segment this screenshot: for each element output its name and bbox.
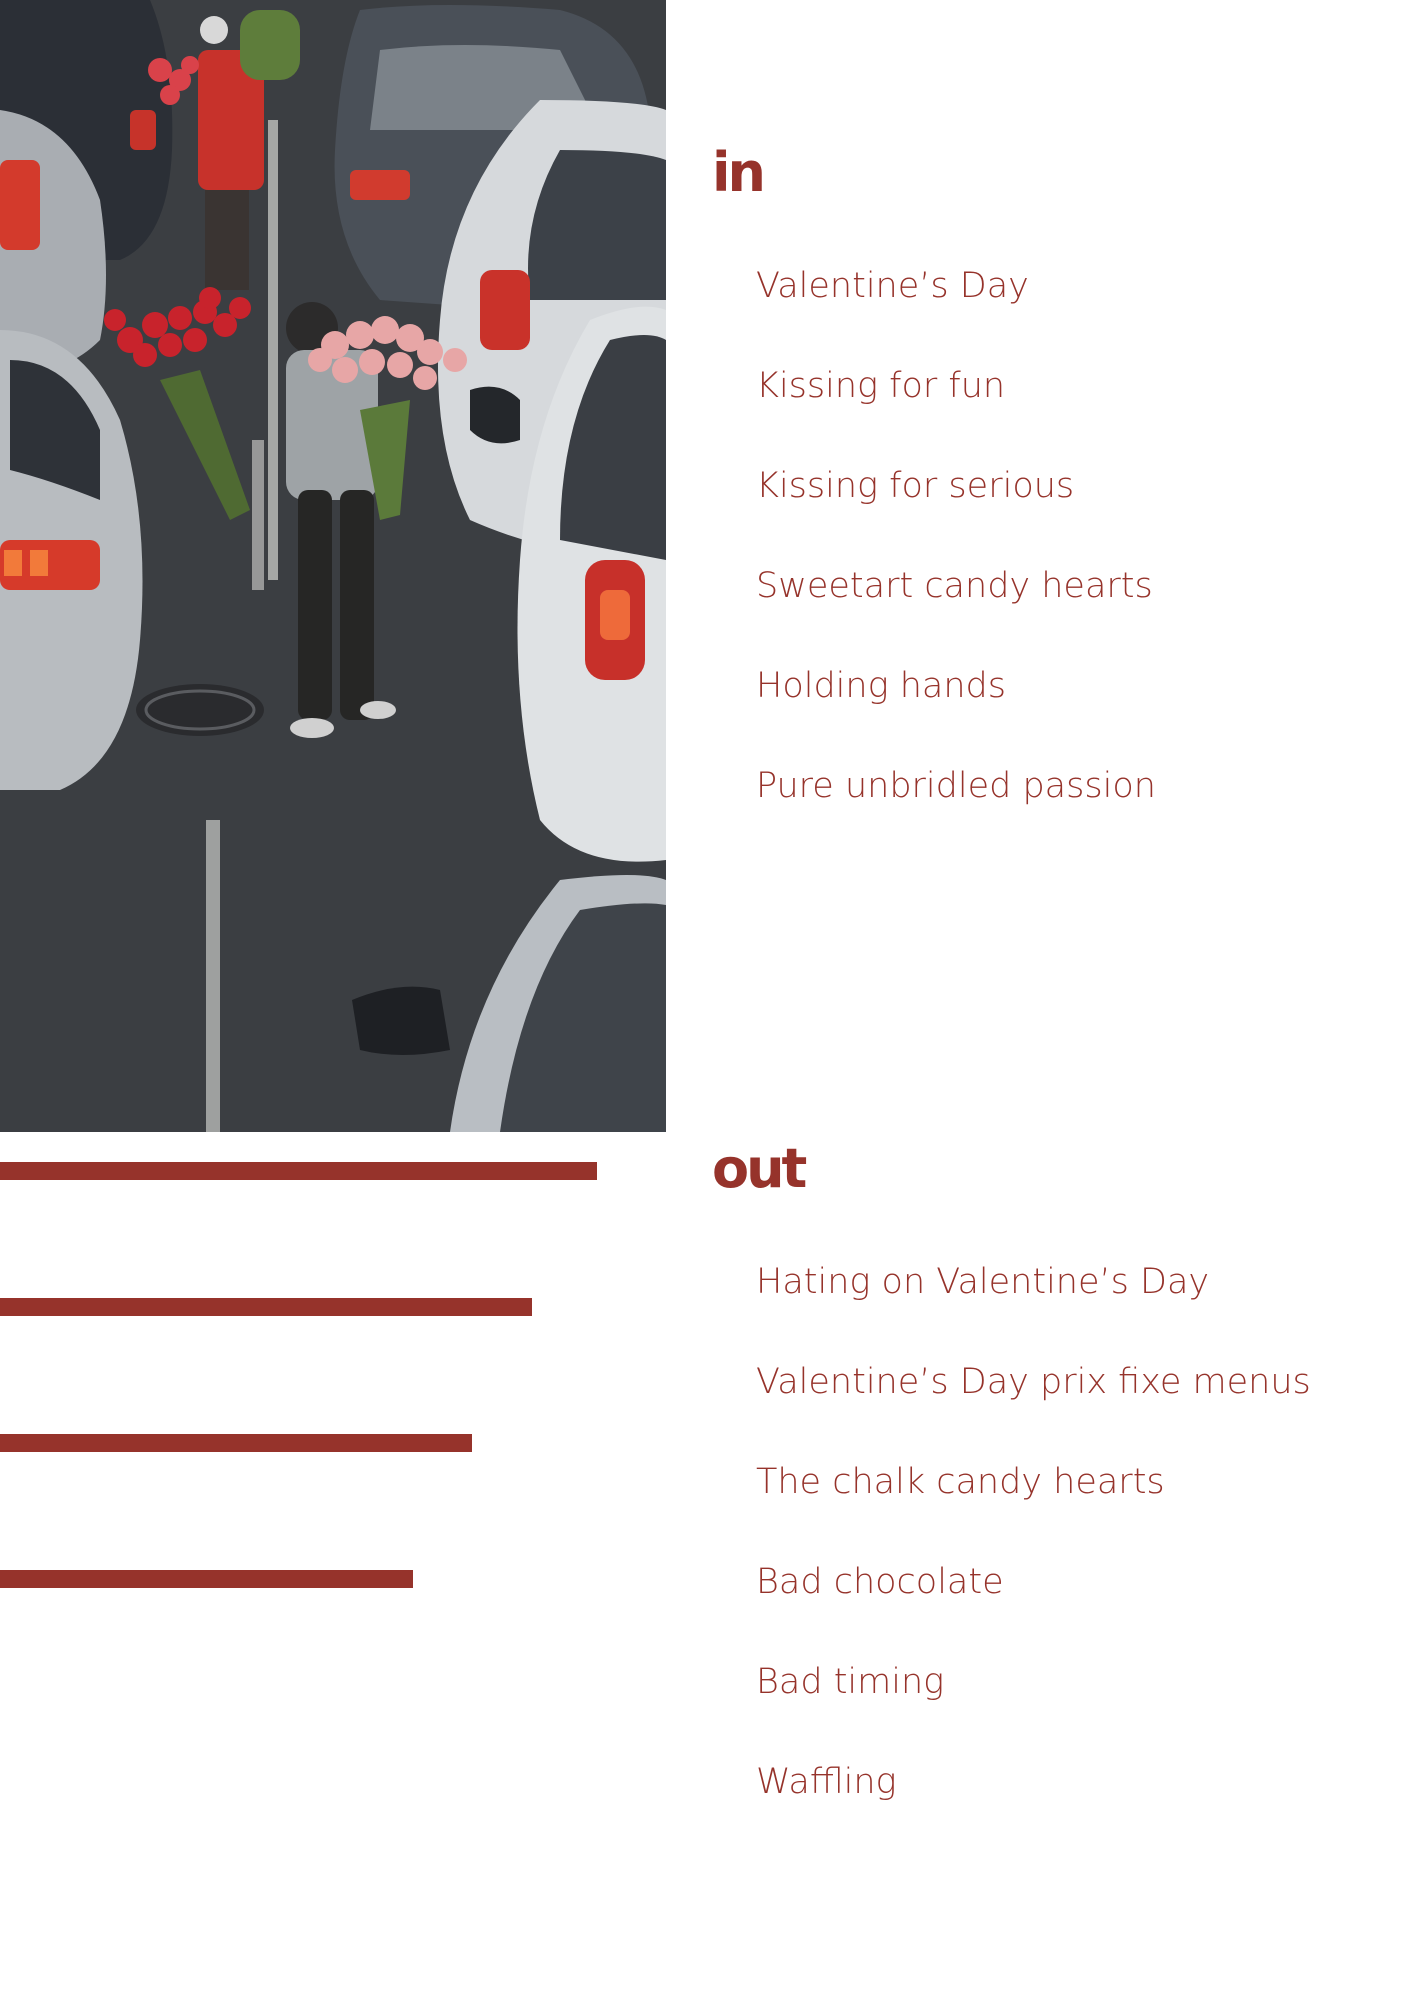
out-list-item: Hating on Valentine’s Day bbox=[756, 1262, 1210, 1302]
in-list-item: Valentine’s Day bbox=[756, 266, 1029, 306]
in-list-item: Kissing for serious bbox=[756, 466, 1075, 506]
in-list bbox=[756, 266, 1156, 866]
out-list-item: Bad chocolate bbox=[756, 1562, 1004, 1602]
decorative-bar bbox=[0, 1162, 597, 1180]
out-list-item: Valentine’s Day prix fixe menus bbox=[756, 1362, 1311, 1402]
out-list-item: Waffling bbox=[756, 1762, 897, 1802]
out-list bbox=[756, 1262, 1311, 1862]
rose-vendors-traffic-illustration bbox=[0, 0, 666, 1132]
decorative-bar bbox=[0, 1298, 532, 1316]
in-heading: in bbox=[712, 141, 763, 204]
out-heading: out bbox=[712, 1137, 805, 1200]
in-list-item: Holding hands bbox=[756, 666, 1006, 706]
in-list-item: Kissing for fun bbox=[756, 366, 1006, 406]
in-list-item: Sweetart candy hearts bbox=[756, 566, 1153, 606]
decorative-bar bbox=[0, 1434, 472, 1452]
out-list-item: Bad timing bbox=[756, 1662, 945, 1702]
decorative-bar bbox=[0, 1570, 413, 1588]
out-list-item: The chalk candy hearts bbox=[756, 1462, 1165, 1502]
hero-photo bbox=[0, 0, 666, 1132]
in-list-item: Pure unbridled passion bbox=[756, 766, 1156, 806]
